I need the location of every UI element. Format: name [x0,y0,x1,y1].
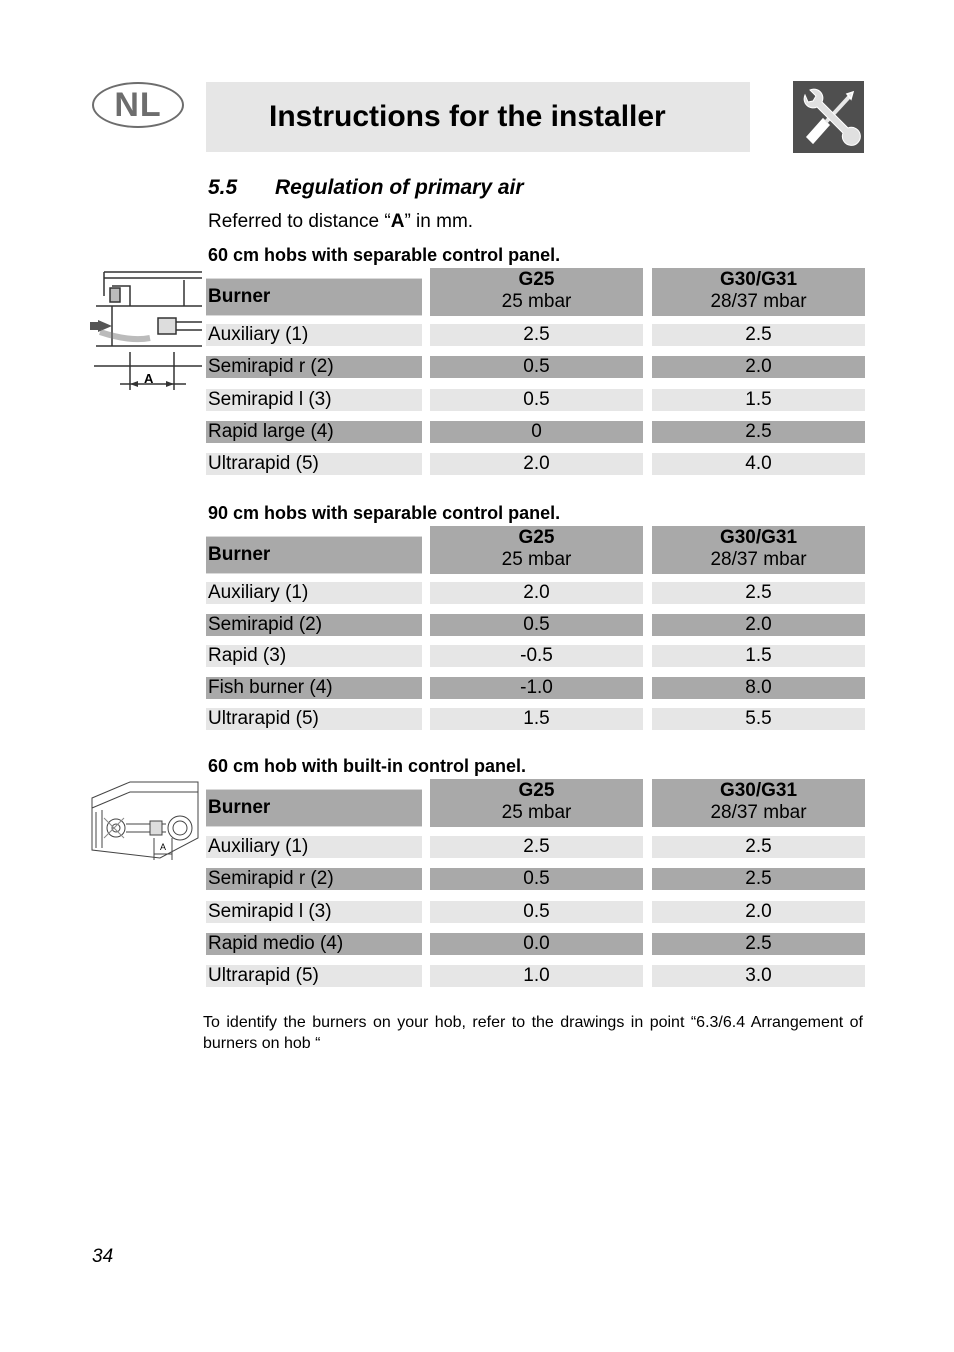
column-header-g30 [652,526,865,574]
table-heading: 60 cm hobs with separable control panel. [208,245,561,265]
column-header-burner: Burner [206,789,422,827]
table-cell-g30: 2.0 [652,356,865,378]
table-cell-burner: Rapid large (4) [206,421,422,443]
column-header-burner: Burner [206,536,422,574]
column-header-g25 [430,779,643,827]
table-cell-burner: Ultrarapid (5) [206,453,422,475]
intro-after: ” in mm. [404,211,474,232]
table-heading: 90 cm hobs with separable control panel. [208,503,561,523]
table-cell-g30: 8.0 [652,677,865,699]
table-cell-burner: Semirapid r (2) [206,356,422,378]
table-cell-g25: 0 [430,421,643,443]
intro-before: Referred to distance “ [208,211,391,232]
table-cell-g25: 1.0 [430,965,643,987]
table-cell-g30: 2.0 [652,901,865,923]
table-cell-burner: Semirapid l (3) [206,389,422,411]
column-header-g25 [430,526,643,574]
intro-text [208,211,473,233]
table-cell-g25: 2.5 [430,836,643,858]
table-cell-g25: 1.5 [430,708,643,730]
section-number: 5.5 [208,176,238,199]
table-cell-g30: 2.5 [652,582,865,604]
table-cell-g25: 2.5 [430,324,643,346]
section-heading [208,176,524,200]
table-cell-g25: -0.5 [430,645,643,667]
label-a-small: A [160,842,167,852]
table-cell-g25: 2.0 [430,453,643,475]
column-header-g25-gas: G25 [518,780,555,801]
table-cell-g30: 3.0 [652,965,865,987]
table-cell-g30: 1.5 [652,389,865,411]
table-cell-burner: Fish burner (4) [206,677,422,699]
section-title: Regulation of primary air [275,176,524,199]
table-cell-g25: 2.0 [430,582,643,604]
column-header-g30-gas: G30/G31 [719,780,798,801]
table-cell-g25: 0.5 [430,356,643,378]
table-cell-g25: 0.5 [430,868,643,890]
column-header-g25-gas: G25 [518,527,555,548]
column-header-g30-pressure: 28/37 mbar [710,291,807,312]
table-cell-g30: 1.5 [652,645,865,667]
burner-section-diagram [90,266,204,392]
column-header-g30-gas: G30/G31 [719,269,798,290]
column-header-g25-pressure: 25 mbar [501,291,572,312]
column-header-g25 [430,268,643,316]
wrench-screwdriver-icon [793,81,864,153]
column-header-g30 [652,268,865,316]
table-cell-burner: Semirapid l (3) [206,901,422,923]
table-cell-burner: Rapid medio (4) [206,933,422,955]
table-cell-g30: 4.0 [652,453,865,475]
column-header-burner: Burner [206,278,422,316]
language-badge-label: NL [114,85,162,124]
built-in-burner-diagram [90,778,200,862]
table-cell-g30: 2.0 [652,614,865,636]
title-bar [206,82,750,152]
table-cell-g30: 2.5 [652,933,865,955]
label-a: A [144,371,154,386]
table-cell-g30: 2.5 [652,324,865,346]
table-cell-g25: 0.0 [430,933,643,955]
table-cell-burner: Semirapid r (2) [206,868,422,890]
page-number: 34 [92,1246,114,1267]
table-cell-burner: Auxiliary (1) [206,582,422,604]
table-cell-g25: 0.5 [430,389,643,411]
table-heading: 60 cm hob with built-in control panel. [208,756,527,776]
table-cell-burner: Ultrarapid (5) [206,708,422,730]
column-header-g30-pressure: 28/37 mbar [710,549,807,570]
language-badge [92,82,184,128]
table-cell-burner: Auxiliary (1) [206,324,422,346]
table-cell-g25: -1.0 [430,677,643,699]
table-cell-g30: 2.5 [652,421,865,443]
page-title: Instructions for the installer [269,100,666,133]
table-cell-g25: 0.5 [430,614,643,636]
table-cell-burner: Auxiliary (1) [206,836,422,858]
table-cell-burner: Ultrarapid (5) [206,965,422,987]
table-cell-g30: 2.5 [652,868,865,890]
intro-bold: A [390,211,405,232]
column-header-g30-gas: G30/G31 [719,527,798,548]
column-header-g25-pressure: 25 mbar [501,802,572,823]
table-cell-burner: Semirapid (2) [206,614,422,636]
table-cell-g30: 2.5 [652,836,865,858]
burner-identification-note: To identify the burners on your hob, refer to the drawings in point “6.3/6.4 Arrangement of burners on hob “ [203,1014,863,1052]
table-cell-g25: 0.5 [430,901,643,923]
column-header-g25-gas: G25 [518,269,555,290]
column-header-g30 [652,779,865,827]
table-cell-g30: 5.5 [652,708,865,730]
column-header-g30-pressure: 28/37 mbar [710,802,807,823]
table-cell-burner: Rapid (3) [206,645,422,667]
column-header-g25-pressure: 25 mbar [501,549,572,570]
